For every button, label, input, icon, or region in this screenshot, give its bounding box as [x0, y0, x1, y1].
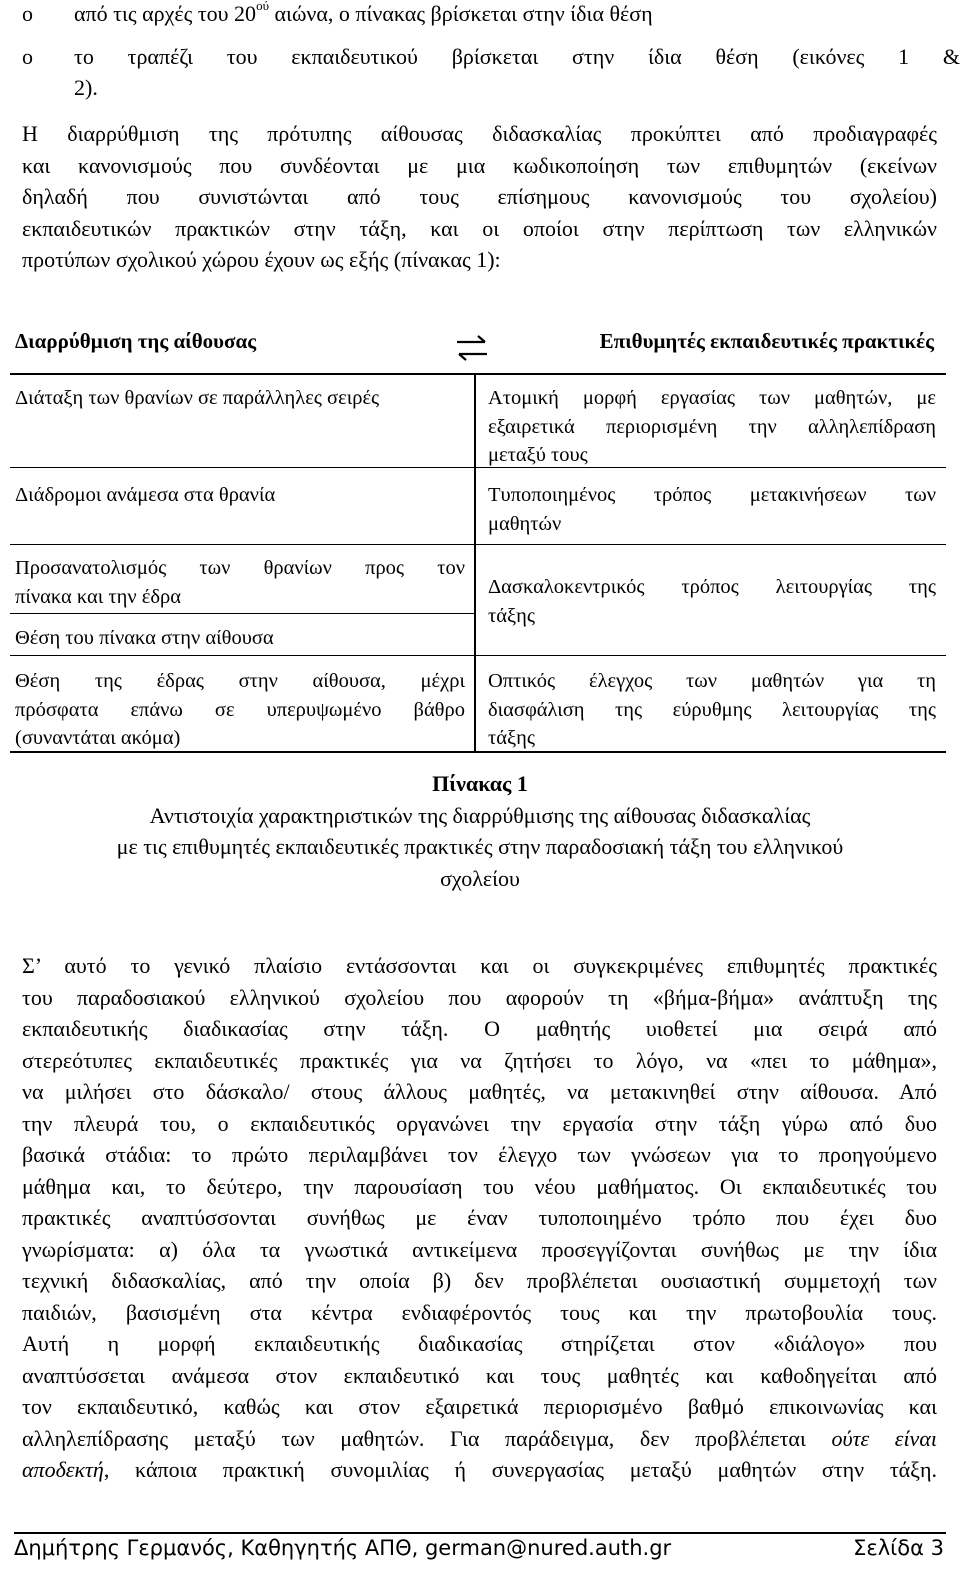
cell-line: τάξης	[488, 727, 535, 749]
text-line: και κανονισμούς που συνδέονται με μια κωδικοποίηση των επιθυμητών (εκείνων	[22, 152, 937, 178]
cell-line: Δασκαλοκεντρικός τρόπος λειτουργίας της	[488, 576, 936, 598]
row-divider	[10, 655, 474, 656]
text-line: την πλευρά του, ο εκπαιδευτικός οργανώνει την εργασία στην τάξη γύρω από δυο	[22, 1110, 937, 1136]
row-divider	[10, 544, 474, 545]
cell-line: (συναντάται ακόμα)	[15, 727, 181, 749]
correspondence-table	[10, 315, 946, 753]
caption-line: με τις επιθυμητές εκπαιδευτικές πρακτικές στην παραδοσιακή τάξη του ελληνικού	[116, 834, 844, 859]
italic-text: αποδεκτή	[22, 1457, 104, 1482]
text-line: Σ’ αυτό το γενικό πλαίσιο εντάσσονται και οι συγκεκριμένες επιθυμητές πρακτικές	[22, 953, 937, 978]
superscript: ού	[256, 0, 269, 13]
text-line: βασικά στάδια: το πρώτο περιλαμβάνει τον έλεγχο των γνώσεων για το προηγούμενο	[22, 1142, 937, 1167]
bullet-text: από τις αρχές του $20^{oύ}$ αιώνα, ο πίνακας βρίσκεται στην ίδια θέση	[74, 0, 653, 26]
text-line: στερεότυπες εκπαιδευτικές πρακτικές για να ζητήσει το λόγο, να «πει το μάθημα»,	[22, 1047, 937, 1073]
text-line: παιδιών, βασισμένη στα κέντρα ενδιαφέροντός τους και την πρωτοβουλία τους.	[22, 1299, 937, 1325]
table-cell	[15, 481, 465, 510]
text-segment: , κάποια πρακτική συνομιλίας ή συνεργασίας μεταξύ μαθητών στην τάξη.	[103, 1457, 937, 1482]
cell-line: μεταξύ τους	[488, 444, 588, 466]
caption-title: Πίνακας 1	[432, 771, 528, 796]
footer-page-number: Σελίδα 3	[853, 1536, 944, 1560]
cell-line: Ατομική μορφή εργασίας των μαθητών, με	[488, 387, 936, 409]
table-cell	[488, 481, 936, 538]
bullet-item-2	[22, 41, 960, 103]
text-line: Η διαρρύθμιση της πρότυπης αίθουσας διδασκαλίας προκύπτει από προδιαγραφές	[22, 121, 937, 146]
swap-arrows-icon	[454, 333, 490, 363]
text-line: να μιλήσει στο δάσκαλο/ στους άλλους μαθητές, να μετακινηθεί στην αίθουσα. Από	[22, 1079, 937, 1104]
body-paragraph	[22, 950, 937, 1486]
cell-line: Διάταξη των θρανίων σε παράλληλες σειρές	[15, 387, 380, 409]
text-line: αναπτύσσεται ανάμεσα στον εκπαιδευτικό και τους μαθητές και καθοδηγείται από	[22, 1362, 937, 1388]
row-divider	[10, 613, 474, 614]
table-cell	[15, 667, 465, 753]
text-line: εκπαιδευτικής διαδικασίας στην τάξη. Ο μαθητής υιοθετεί μια σειρά από	[22, 1016, 937, 1041]
text-line: τον εκπαιδευτικό, καθώς και στον εξαιρετικά περιορισμένο βαθμό επικοινωνίας και	[22, 1394, 937, 1419]
text-line: εκπαιδευτικών πρακτικών στην τάξη, και οι οποίοι στην περίπτωση των ελληνικών	[22, 215, 937, 241]
bullet-marker: o	[22, 1, 33, 26]
cell-line: εξαιρετικά περιορισμένη την αλληλεπίδραση	[488, 415, 936, 438]
cell-line: μαθητών	[488, 512, 562, 535]
text-line: δηλαδή που συνιστώνται από τους επίσημους κανονισμούς του σχολείου)	[22, 184, 937, 209]
caption-line: σχολείου	[440, 865, 520, 891]
bullet-text: το τραπέζι του εκπαιδευτικού βρίσκεται στην ίδια θέση (εικόνες 1 &	[74, 44, 960, 69]
text-line: Αυτή η μορφή εκπαιδευτικής διαδικασίας στηρίζεται στον «διάλογο» που	[22, 1331, 937, 1356]
italic-text: ούτε είναι	[831, 1425, 937, 1451]
cell-line: Διάδρομοι ανάμεσα στα θρανία	[15, 484, 276, 506]
text-line: τεχνική διδασκαλίας, από την οποία β) δεν προβλέπεται ουσιαστική συμμετοχή των	[22, 1268, 937, 1293]
table-header-left: Διαρρύθμιση της αίθουσας	[15, 329, 257, 353]
cell-line: πίνακα και την έδρα	[15, 585, 182, 608]
text-line: πρακτικές αναπτύσσονται συνήθως με έναν τυποποιημένο τρόπο που έχει δυο	[22, 1205, 937, 1230]
text-line: γνωρίσματα: α) όλα τα γνωστικά αντικείμενα προσεγγίζονται συνήθως με την ίδια	[22, 1236, 937, 1262]
cell-line: Θέση του πίνακα στην αίθουσα	[15, 627, 274, 649]
footer-rule	[14, 1532, 946, 1534]
text-line: προτύπων σχολικού χώρου έχουν ως εξής (πίνακας 1):	[22, 247, 501, 272]
text-line	[22, 1454, 937, 1486]
text-segment: αλληλεπίδρασης μεταξύ των μαθητών. Για παράδειγμα, δεν προβλέπεται	[22, 1425, 832, 1451]
table-cell	[15, 554, 465, 611]
text-line: μάθημα και, το δεύτερο, την παρουσίαση του νέου μαθήματος. Οι εκπαιδευτικές του	[22, 1173, 937, 1199]
table-cell	[15, 384, 465, 413]
cell-line: τάξης	[488, 604, 535, 627]
table-cell	[488, 384, 936, 470]
footer-author: Δημήτρης Γερμανός, Καθηγητής ΑΠΘ, german@nured.auth.gr	[14, 1536, 672, 1560]
table-column-divider	[474, 374, 476, 753]
intro-paragraph	[22, 118, 937, 276]
cell-line: πρόσφατα επάνω σε υπερυψωμένο βάθρο	[15, 698, 465, 721]
row-divider	[476, 655, 946, 656]
row-divider	[476, 544, 946, 545]
table-cell	[488, 573, 936, 630]
text-line	[22, 1423, 937, 1455]
table-divider	[10, 373, 946, 375]
cell-line: Θέση της έδρας στην αίθουσα, μέχρι	[15, 670, 465, 692]
bullet-item-1	[22, 0, 942, 29]
bullet-text-cont: 2).	[74, 75, 98, 100]
table-cell	[15, 624, 465, 653]
row-divider	[10, 467, 474, 468]
table-cell	[488, 667, 936, 753]
cell-line: διασφάλιση της εύρυθμης λειτουργίας της	[488, 698, 936, 721]
caption-line: Αντιστοιχία χαρακτηριστικών της διαρρύθμισης της αίθουσας διδασκαλίας	[149, 802, 811, 828]
cell-line: Τυποποιημένος τρόπος μετακινήσεων των	[488, 484, 936, 506]
bullet-marker: o	[22, 44, 33, 69]
text-line: του παραδοσιακού ελληνικού σχολείου που αφορούν τη «βήμα-βήμα» ανάπτυξη της	[22, 984, 937, 1010]
table-caption	[0, 768, 960, 894]
cell-line: Προσανατολισμός των θρανίων προς τον	[15, 557, 465, 579]
cell-line: Οπτικός έλεγχος των μαθητών για τη	[488, 670, 936, 692]
table-header-right: Επιθυμητές εκπαιδευτικές πρακτικές	[599, 329, 934, 353]
